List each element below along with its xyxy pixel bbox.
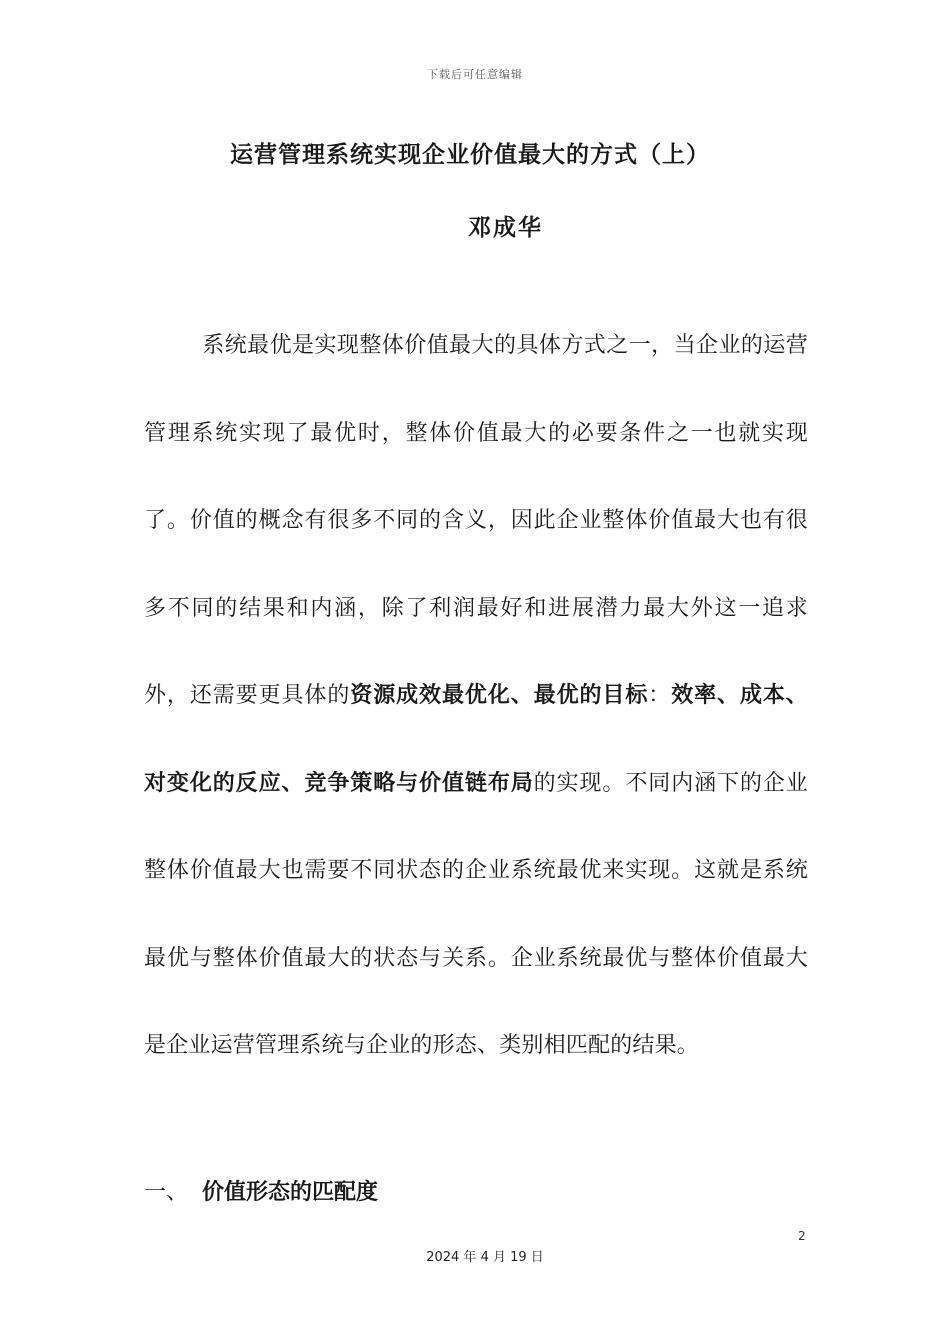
paragraph-text-part3: 的实现。不同内涵下的企业整体价值最大也需要不同状态的企业系统最优来实现。这就是系统最优与整体价值最大的状态与关系。企业系统最优与整体价值最大是企业运营管理系统与企业的形态、类别相匹配的结果。 <box>144 770 809 1058</box>
body-paragraph <box>144 302 808 1090</box>
paragraph-bold-goals: 效率、成本、对变化的反应、竞争策略与价值链布局 <box>144 683 808 796</box>
section-label: 价值形态的匹配度 <box>202 1180 379 1205</box>
page-header-note: 下载后可任意编辑 <box>427 68 523 81</box>
document-author: 邓成华 <box>468 215 543 241</box>
paragraph-text-part2: ： <box>648 683 672 708</box>
footer-date: 2024 年 4 月 19 日 <box>426 1250 544 1265</box>
page-number: 2 <box>798 1229 806 1243</box>
paragraph-text-part1: 系统最优是实现整体价值最大的具体方式之一，当企业的运营管理系统实现了最优时，整体价值最大的必要条件之一也就实现了。价值的概念有很多不同的含义，因此企业整体价值最大也有很多不同的结果和内涵，除了利润最好和进展潜力最大外这一追求外，还需要更具体的 <box>144 333 808 708</box>
section-heading <box>144 1175 378 1206</box>
section-number: 一、 <box>144 1180 189 1205</box>
paragraph-bold-resources: 资源成效最优化、最优的目标 <box>350 683 649 708</box>
document-title: 运营管理系统实现企业价值最大的方式（上） <box>230 142 710 168</box>
